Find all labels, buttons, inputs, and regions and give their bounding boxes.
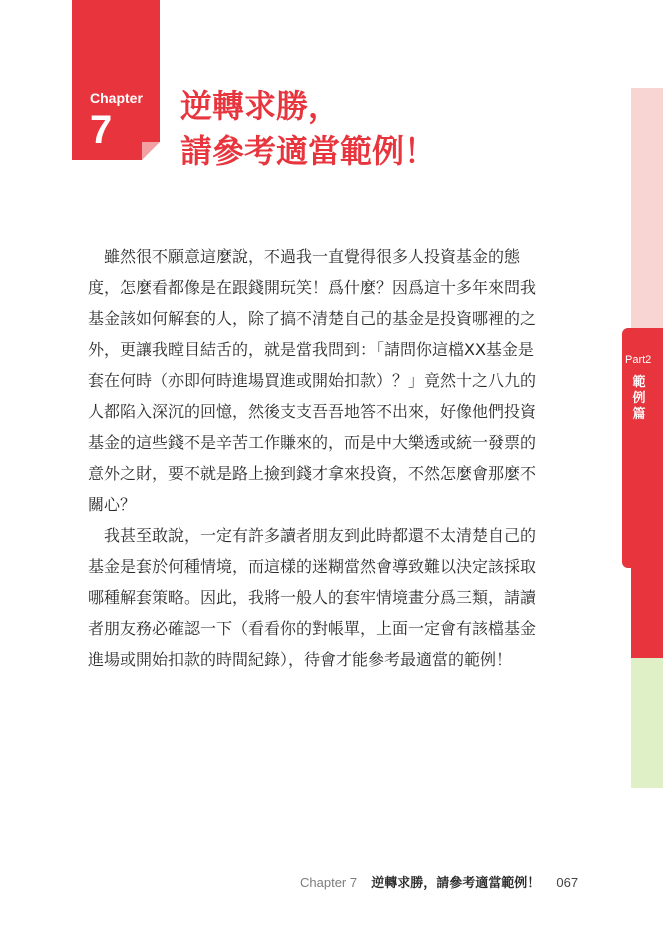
- chapter-badge: [72, 0, 160, 160]
- page-footer: [300, 872, 578, 891]
- text-line: 者朋友務必確認一下（看看你的對帳單，上面一定會有該檔基金: [88, 619, 537, 638]
- text-line: 基金該如何解套的人，除了搞不清楚自己的基金是投資哪裡的之: [88, 309, 537, 328]
- page-number: 067: [556, 875, 579, 890]
- text-line: 外，更讓我瞠目結舌的，就是當我問到：「請問你這檔XX基金是: [88, 340, 534, 359]
- paragraph-1: [88, 241, 576, 520]
- text-line: 基金的這些錢不是辛苦工作賺來的，而是中大樂透或統一發票的: [88, 433, 537, 452]
- text-line: 我甚至敢說，一定有許多讀者朋友到此時都還不太清楚自己的: [88, 526, 537, 545]
- text-line: 套在何時（亦即何時進場買進或開始扣款）？」竟然十之八九的: [88, 371, 537, 390]
- text-line: 人都陷入深沉的回憶，然後支支吾吾地答不出來，好像他們投資: [88, 402, 537, 421]
- side-tab-part1: [631, 88, 663, 328]
- text-line: 度，怎麼看都像是在跟錢開玩笑！爲什麼？因爲這十多年來問我: [88, 278, 537, 297]
- chapter-label: Chapter: [90, 90, 143, 106]
- footer-title: 逆轉求勝，請參考適當範例！: [371, 876, 541, 891]
- text-line: 進場或開始扣款的時間紀錄），待會才能參考最適當的範例！: [88, 650, 513, 669]
- side-tab-char: 範: [632, 375, 646, 390]
- body-text: [88, 241, 576, 675]
- page-title-line-1: 逆轉求勝，: [180, 87, 341, 125]
- text-line: 雖然很不願意這麼說，不過我一直覺得很多人投資基金的態: [88, 247, 521, 266]
- paragraph-2: [88, 520, 576, 675]
- side-tab-part-label: Part2: [625, 354, 652, 366]
- text-line: 哪種解套策略。因此，我將一般人的套牢情境畫分爲三類，請讀: [88, 588, 537, 607]
- chapter-badge-fold: [142, 142, 160, 160]
- side-tab-part3: [631, 658, 663, 788]
- side-tab-char: 例: [632, 391, 646, 406]
- text-line: 意外之財，要不就是路上撿到錢才拿來投資，不然怎麼會那麼不: [88, 464, 537, 483]
- page-title: [180, 84, 436, 174]
- side-tab-part-name: [631, 375, 647, 423]
- chapter-number: 7: [90, 108, 113, 152]
- text-line: 基金是套於何種情境，而這樣的迷糊當然會導致難以決定該採取: [88, 557, 537, 576]
- text-line: 關心？: [88, 495, 137, 514]
- side-tab-char: 篇: [632, 407, 646, 422]
- page-title-line-2: 請參考適當範例！: [180, 132, 437, 170]
- footer-chapter: Chapter 7: [300, 875, 358, 890]
